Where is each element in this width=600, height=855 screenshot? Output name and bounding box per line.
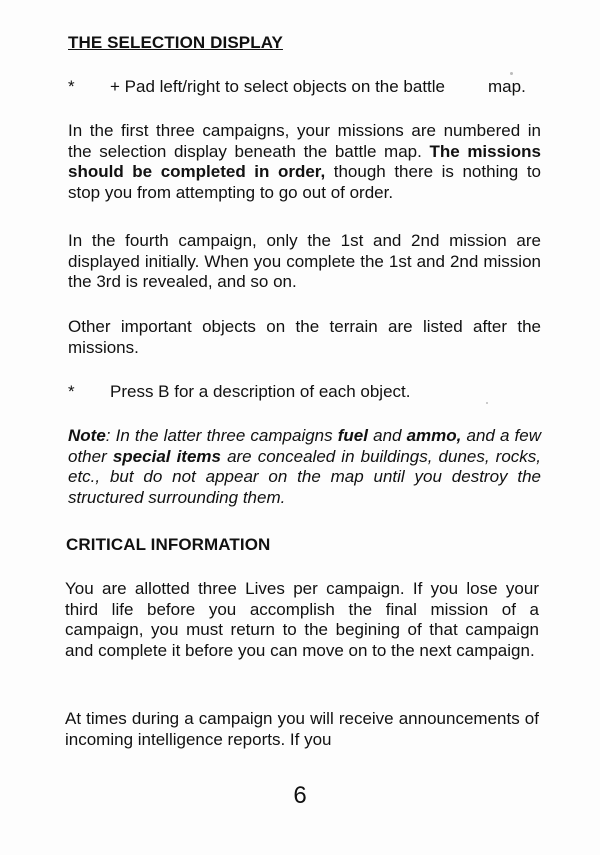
critical-information-heading: CRITICAL INFORMATION xyxy=(66,535,271,554)
page-number: 6 xyxy=(293,782,307,809)
note-text-3: and a few other xyxy=(68,426,542,466)
bullet-press-b-text: Press B for a description of each object. xyxy=(110,382,411,401)
note-text-2: and xyxy=(368,426,407,445)
other-objects-paragraph: Other important objects on the terrain are listed after the missions. xyxy=(68,317,541,357)
missions-order-text-b: though there is nothing to stop you from attempting to go out of order. xyxy=(68,162,541,202)
note-text-1: In the latter three campaigns xyxy=(110,426,338,445)
missions-order-text-a: In the first three campaigns, your missions are numbered in the selection display beneath the battle map. xyxy=(68,121,541,161)
bullet-pad-select xyxy=(68,77,538,99)
bullet-press-b xyxy=(68,382,538,404)
missions-order-bold: The missions should be completed in order, xyxy=(68,141,542,182)
note-label: Note xyxy=(68,426,106,445)
scan-speck xyxy=(510,72,513,75)
bullet-pad-select-map: map. xyxy=(488,77,526,96)
bullet-star: * xyxy=(68,77,75,96)
note-paragraph xyxy=(68,426,541,508)
scan-speck xyxy=(486,402,488,404)
intelligence-paragraph: At times during a campaign you will receive announcements of incoming intelligence reports. If you xyxy=(65,709,539,749)
selection-display-heading: THE SELECTION DISPLAY xyxy=(68,33,283,52)
missions-order-paragraph xyxy=(68,121,541,203)
bullet-pad-select-text: + Pad left/right to select objects on the battle xyxy=(110,77,446,96)
bullet-star: * xyxy=(68,382,75,401)
note-ammo: ammo, xyxy=(406,426,462,445)
note-special-items: special items xyxy=(112,446,221,466)
note-text-4: are concealed in buildings, dunes, rocks, etc., but do not appear on the map until you destroy the structured surrounding them. xyxy=(68,446,541,507)
lives-paragraph: You are allotted three Lives per campaign. If you lose your third life before you accomplish the final mission of a campaign, you must return to the begining of that campaign and complete it before you can move on to the next campaign. xyxy=(65,579,539,660)
fourth-campaign-paragraph: In the fourth campaign, only the 1st and 2nd mission are displayed initially. When you complete the 1st and 2nd mission the 3rd is revealed, and so on. xyxy=(68,231,541,292)
note-colon: : xyxy=(105,426,111,445)
note-fuel: fuel xyxy=(337,426,368,445)
